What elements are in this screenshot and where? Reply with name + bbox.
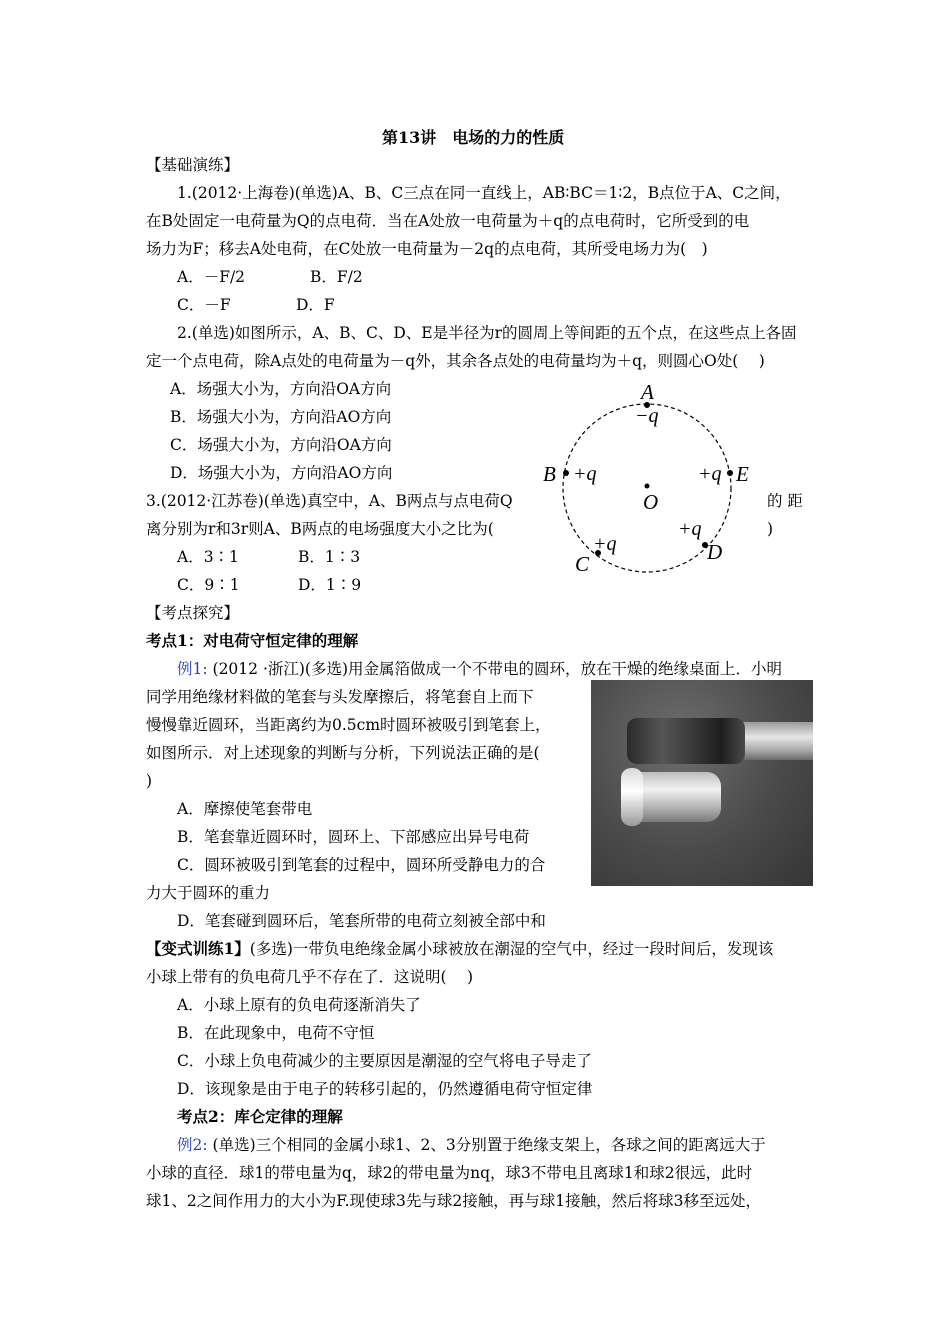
point-e-dot	[727, 470, 733, 476]
point-o-dot	[645, 484, 650, 489]
example-1-option-a: A．摩擦使笔套带电	[177, 800, 313, 818]
pen-cap	[627, 718, 745, 764]
example-1-line-2: 同学用绝缘材料做的笔套与头发摩擦后，将笔套自上而下	[146, 688, 534, 706]
variation-1-option-c: C．小球上负电荷减少的主要原因是潮湿的空气将电子导走了	[177, 1052, 592, 1070]
q1-line-1: 1.(2012·上海卷)(单选)A、B、C三点在同一直线上，AB∶BC＝1∶2，B点位于A、C之间，	[177, 184, 791, 202]
charge-b: +q	[573, 463, 597, 485]
charge-e: +q	[698, 463, 722, 485]
q3-option-a: A．3∶1	[177, 548, 239, 566]
example-1-line-5: )	[146, 772, 153, 790]
q1-line-2: 在B处固定一电荷量为Q的点电荷．当在A处放一电荷量为＋q的点电荷时，它所受到的电	[146, 212, 750, 230]
label-o: O	[643, 490, 659, 514]
charge-d: +q	[678, 518, 702, 540]
q3-option-b: B．1∶3	[298, 548, 361, 566]
q2-option-a: A．场强大小为，方向沿OA方向	[170, 380, 392, 398]
pen-and-ring-photo	[591, 680, 813, 886]
label-e: E	[736, 462, 749, 486]
example-1-option-b: B．笔套靠近圆环时，圆环上、下部感应出异号电荷	[177, 828, 530, 846]
point-b-dot	[563, 470, 569, 476]
variation-1-line-1	[146, 939, 773, 959]
q2-option-c: C．场强大小为，方向沿OA方向	[170, 436, 392, 454]
charge-c: +q	[593, 533, 617, 555]
section-heading-explore: 【考点探究】	[146, 604, 240, 622]
metal-ring-end	[621, 768, 643, 826]
example-1-text-1: (2012 ·浙江)(多选)用金属箔做成一个不带电的圆环，放在干燥的绝缘桌面上．小明	[207, 660, 783, 678]
label-a: A	[641, 380, 654, 404]
section-heading-basic: 【基础演练】	[146, 156, 240, 174]
example-1-option-c-2: 力大于圆环的重力	[146, 884, 271, 902]
q2-line-2: 定一个点电荷，除A点处的电荷量为－q外，其余各点处的电荷量均为＋q，则圆心O处( )	[146, 352, 765, 370]
example-2-text-1: (单选)三个相同的金属小球1、2、3分别置于绝缘支架上，各球之间的距离远大于	[207, 1136, 766, 1154]
example-2-line-2: 小球的直径．球1的带电量为q，球2的带电量为nq，球3不带电且离球1和球2很远，此时	[146, 1164, 753, 1182]
q3-line-1-right: 的 距	[767, 492, 803, 510]
variation-1-text-1: (多选)一带负电绝缘金属小球被放在潮湿的空气中，经过一段时间后，发现该	[249, 940, 774, 958]
q3-line-2: 离分别为r和3r则A、B两点的电场强度大小之比为(	[146, 520, 494, 538]
q2-line-1: 2.(单选)如图所示，A、B、C、D、E是半径为r的圆周上等间距的五个点，在这些点上各固	[177, 324, 797, 342]
q1-option-c: C．－F	[177, 296, 231, 314]
q2-option-d: D．场强大小为，方向沿AO方向	[170, 464, 393, 482]
example-1-line-1	[177, 659, 782, 679]
q1-option-d: D．F	[296, 296, 335, 314]
label-c: C	[575, 552, 590, 576]
key-point-2-title: 考点2：库仑定律的理解	[177, 1107, 343, 1126]
q1-option-b: B．F/2	[310, 268, 363, 286]
q3-line-1: 3.(2012·江苏卷)(单选)真空中，A、B两点与点电荷Q	[146, 492, 513, 510]
q2-option-b: B．场强大小为，方向沿AO方向	[170, 408, 392, 426]
example-1-line-4: 如图所示．对上述现象的判断与分析，下列说法正确的是(	[146, 744, 540, 762]
example-2-line-1	[177, 1135, 766, 1155]
page-title: 第13讲 电场的力的性质	[382, 128, 565, 147]
label-b: B	[543, 462, 556, 486]
label-d: D	[707, 540, 723, 564]
example-1-line-3: 慢慢靠近圆环，当距离约为0.5cm时圆环被吸引到笔套上，	[146, 716, 551, 734]
example-1-option-c-1: C．圆环被吸引到笔套的过程中，圆环所受静电力的合	[177, 856, 546, 874]
q1-option-a: A．－F/2	[177, 268, 246, 286]
charge-a: −q	[635, 405, 659, 427]
example-1-label: 例1:	[177, 660, 208, 678]
variation-1-label: 【变式训练1】	[146, 939, 250, 958]
example-2-line-3: 球1、2之间作用力的大小为F.现使球3先与球2接触，再与球1接触，然后将球3移至远处，	[146, 1192, 761, 1210]
example-2-label: 例2:	[177, 1136, 208, 1154]
q3-line-2-right: )	[767, 520, 774, 538]
variation-1-line-2: 小球上带有的负电荷几乎不存在了．这说明( )	[146, 968, 474, 986]
variation-1-option-a: A．小球上原有的负电荷逐渐消失了	[177, 996, 421, 1014]
charge-circle-diagram	[535, 378, 765, 583]
variation-1-option-b: B．在此现象中，电荷不守恒	[177, 1024, 375, 1042]
variation-1-option-d: D．该现象是由于电子的转移引起的，仍然遵循电荷守恒定律	[177, 1080, 593, 1098]
q1-line-3: 场力为F；移去A处电荷，在C处放一电荷量为－2q的点电荷，其所受电场力为( )	[146, 240, 708, 258]
q3-option-d: D．1∶9	[298, 576, 362, 594]
q3-option-c: C．9∶1	[177, 576, 240, 594]
example-1-option-d: D．笔套碰到圆环后，笔套所带的电荷立刻被全部中和	[177, 912, 546, 930]
key-point-1-title: 考点1：对电荷守恒定律的理解	[146, 631, 359, 650]
